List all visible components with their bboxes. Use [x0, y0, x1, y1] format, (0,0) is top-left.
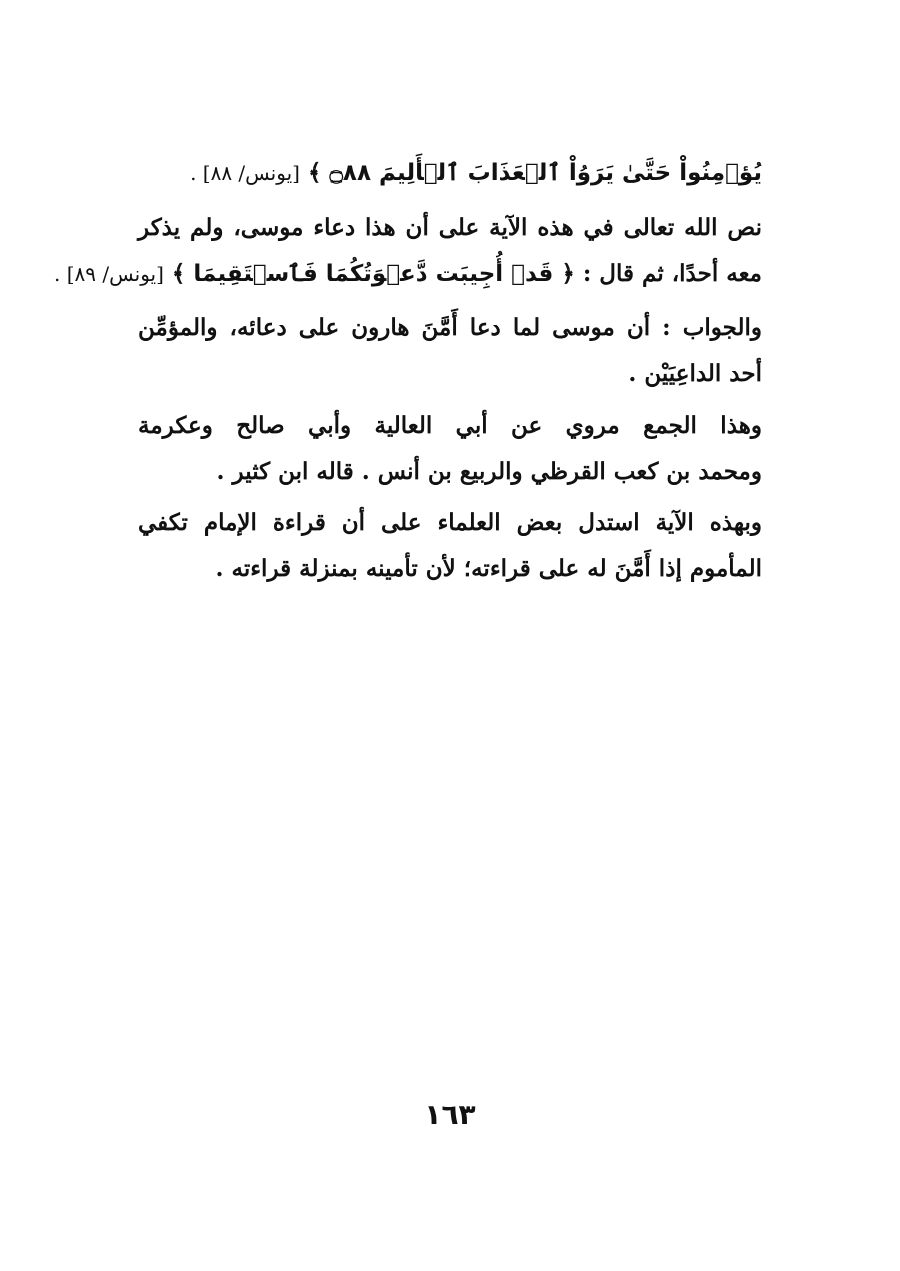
text-segment: معه أحدًا، ثم قال : — [582, 260, 762, 287]
text-line: المأموم إذا أَمَّنَ له على قراءته؛ لأن تأمينه بمنزلة قراءته . — [215, 555, 762, 582]
verse-line — [138, 150, 762, 196]
text-line: وبهذه الآية استدل بعض العلماء على أن قراءة الإمام تكفي — [138, 509, 762, 536]
paragraph-3 — [138, 403, 762, 495]
paragraph-1 — [54, 205, 762, 297]
text-line: أحد الداعِيَيْن . — [628, 360, 762, 387]
text-line: ومحمد بن كعب القرظي والربيع بن أنس . قاله ابن كثير . — [216, 458, 762, 485]
verse-line — [54, 251, 762, 297]
paragraph-verse-continuation — [138, 150, 762, 196]
quran-verse-text: ﴿ قَدۡ أُجِيبَت دَّعۡوَتُكُمَا فَٱسۡتَقِيمَا ﴾ — [171, 261, 575, 287]
text-line: نص الله تعالى في هذه الآية على أن هذا دعاء موسى، ولم يذكر — [138, 214, 762, 241]
quran-verse-text: يُؤۡمِنُواْ حَتَّىٰ يَرَوُاْ ٱلۡعَذَابَ ٱلۡأَلِيمَ ۝٨٨ ﴾ — [307, 160, 762, 186]
paragraph-4 — [138, 500, 762, 592]
paragraph-2 — [138, 305, 762, 397]
page-number: ١٦٣ — [424, 1098, 476, 1131]
text-line: والجواب : أن موسى لما دعا أَمَّنَ هارون على دعائه، والمؤمِّن — [138, 314, 762, 341]
verse-reference: [يونس/ ٨٨] . — [190, 161, 300, 185]
text-line: وهذا الجمع مروي عن أبي العالية وأبي صالح وعكرمة — [138, 412, 762, 439]
verse-reference: [يونس/ ٨٩] . — [54, 262, 164, 286]
